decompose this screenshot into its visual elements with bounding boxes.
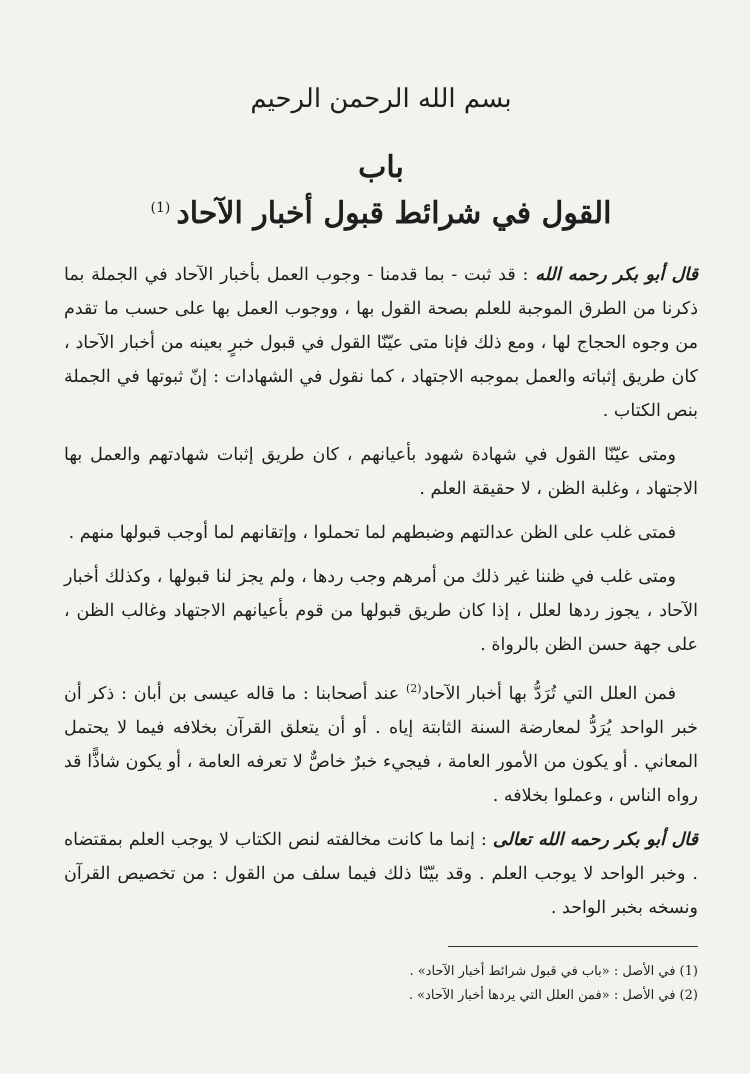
footnote-1: (1) في الأصل : «باب في قبول شرائط أخبار الآحاد» . [409,964,698,979]
footnote-divider [448,946,698,947]
paragraph-1 [64,258,698,428]
paragraph-2 [64,438,698,506]
paragraph-6 [64,823,698,925]
footnote-ref-1: (1) [150,200,171,216]
paragraph-5 [64,672,698,813]
chapter-title [64,196,698,231]
paragraph-text: ومتى غلب في ظننا غير ذلك من أمرهم وجب ردها ، ولم يجز لنا قبولها ، وكذلك أخبار الآحاد ، يجوز ردها لعلل ، إذا كان طريق قبولها من قوم بأعيانهم الاجتهاد وغالب الظن ، على جهة حسن الظن بالرواة . [64,567,698,655]
paragraph-text-continued: عند أصحابنا : ما قاله عيسى بن أبان : ذكر أن خبر الواحد يُرَدُّ لمعارضة السنة الثابتة إياه . أو أن يتعلق القرآن بخلافه فيما لا يحتمل المعاني . أو يكون من الأمور العامة ، فيجيء خبرٌ خاصٌّ لا تعرفه العامة ، أو يكون شاذًّا قد رواه الناس ، وعملوا بخلافه . [64,683,699,806]
basmala-heading: بسم الله الرحمن الرحيم [250,84,512,114]
speaker-label: قال أبو بكر رحمه الله [535,265,699,285]
paragraph-text: فمن العلل التي تُرَدُّ بها أخبار الآحاد [421,683,676,704]
footnote-2: (2) في الأصل : «فمن العلل التي يردها أخبار الآحاد» . [408,988,698,1003]
footnotes [64,960,698,1008]
speaker-label: قال أبو بكر رحمه الله تعالى [492,829,698,850]
chapter-title-text: القول في شرائط قبول أخبار الآحاد [176,196,612,231]
paragraph-text: ومتى عيّنّا القول في شهادة شهود بأعيانهم ، كان طريق إثبات شهادتهم والعمل بها الاجتهاد ، وغلبة الظن ، لا حقيقة العلم . [64,445,698,499]
body-text [64,258,698,935]
footnote-ref-2: (2) [405,682,422,695]
paragraph-text: : قد ثبت - بما قدمنا - وجوب العمل بأخبار الآحاد في الجملة بما ذكرنا من الطرق الموجبة للعلم بصحة القول بها ، ووجوب العمل بها على حسب ما تقدم من وجوه الحجاج لها ، ومع ذلك فإنا متى عيّنّا القول في قبول خبرٍ بعينه من أخبار الآحاد ، كان طريق إثباته والعمل بموجبه الاجتهاد ، كما نقول في الشهادات : إنّ ثبوتها في الجملة بنص الكتاب . [64,265,698,421]
paragraph-3 [64,516,698,550]
paragraph-text: فمتى غلب على الظن عدالتهم وضبطهم لما تحملوا ، وإتقانهم لما أوجب قبولها منهم . [68,523,676,543]
paragraph-text: : إنما ما كانت مخالفته لنص الكتاب لا يوجب العلم بمقتضاه . وخبر الواحد لا يوجب العلم . وقد بيّنّا ذلك فيما سلف من القول : من تخصيص القرآن ونسخه بخبر الواحد . [64,829,698,918]
paragraph-4 [64,560,698,662]
section-label: باب [358,150,404,185]
